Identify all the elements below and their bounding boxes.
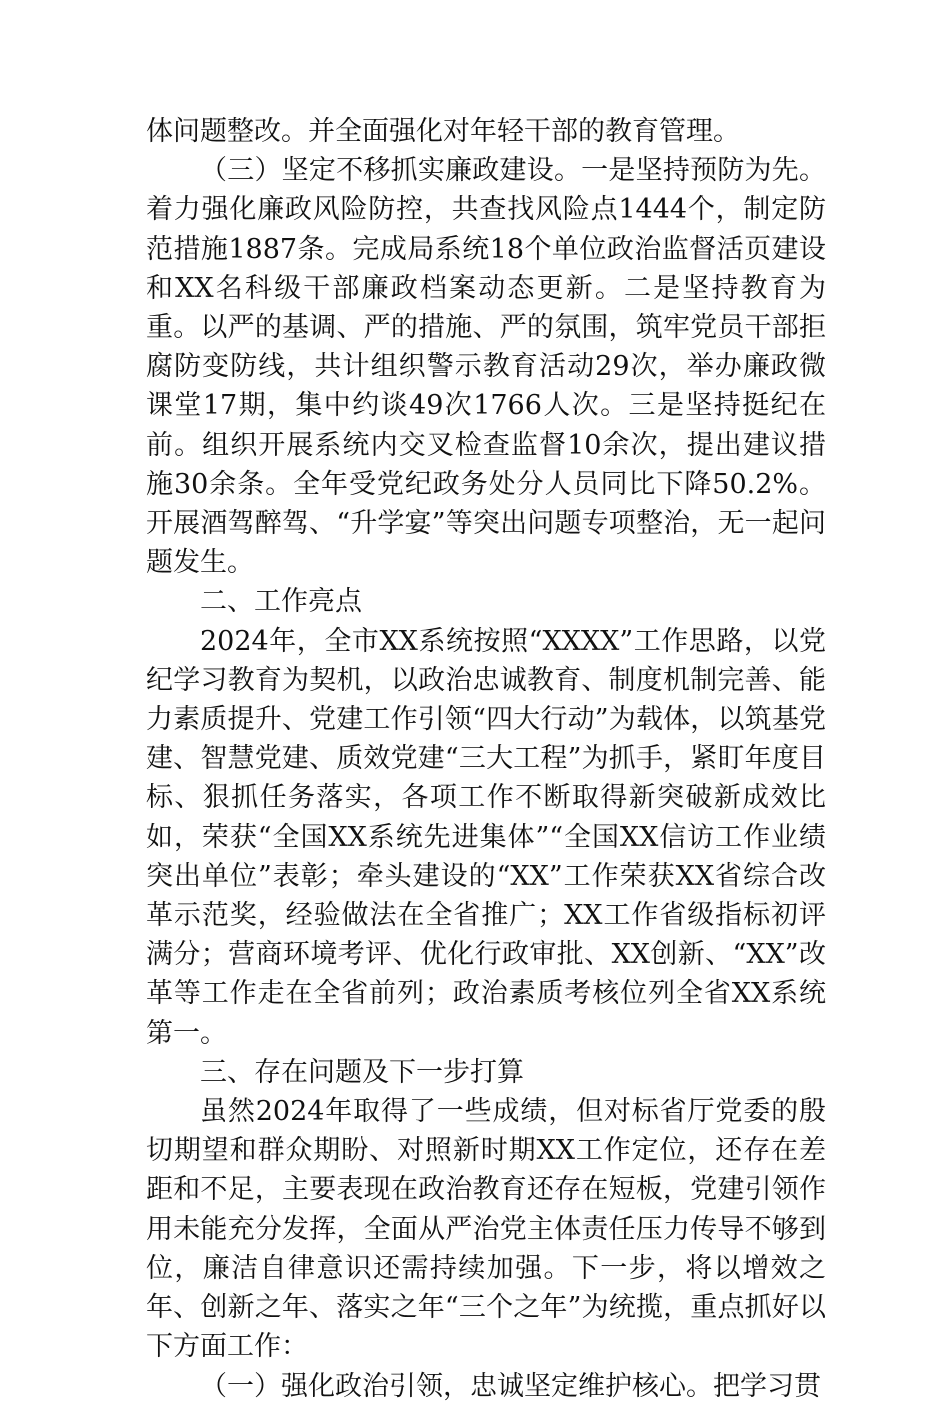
highlights-paragraph: 2024年，全市XX系统按照“XXXX”工作思路，以党纪学习教育为契机，以政治忠诚教育、制度机制完善、能力素质提升、党建工作引领“四大行动”为载体，以筑基党建、智慧党建、质效党建“三大工程”为抓手，紧盯年度目标、狠抓任务落实，各项工作不断取得新突破新成效比如，荣获“全国XX系统先进集体”“全国XX信访工作业绩突出单位”表彰；牵头建设的“XX”工作荣获XX省综合改革示范奖，经验做法在全省推广；XX工作省级指标初评满分；营商环境考评、优化行政审批、XX创新、“XX”改革等工作走在全省前列；政治素质考核位列全省XX系统第一。 bbox=[146, 625, 826, 1049]
problems-paragraph: 虽然2024年取得了一些成绩，但对标省厅党委的殷切期望和群众期盼、对照新时期XX工作定位，还存在差距和不足，主要表现在政治教育还存在短板，党建引领作用未能充分发挥，全面从严治党主体责任压力传导不够到位，廉洁自律意识还需持续加强。下一步，将以增效之年、创新之年、落实之年“三个之年”为统揽，重点抓好以下方面工作： bbox=[146, 1096, 826, 1363]
continuation-paragraph: 体问题整改。并全面强化对年轻干部的教育管理。 bbox=[146, 116, 740, 147]
section-three-paragraph: （三）坚定不移抓实廉政建设。一是坚持预防为先。着力强化廉政风险防控，共查找风险点1444个，制定防范措施1887条。完成局系统18个单位政治监督活页建设和XX名科级干部廉政档案动态更新。二是坚持教育为重。以严的基调、严的措施、严的氛围，筑牢党员干部拒腐防变防线，共计组织警示教育活动29次，举办廉政微课堂17期，集中约谈49次1766人次。三是坚持挺纪在前。组织开展系统内交叉检查监督10余次，提出建议措施30余条。全年受党纪政务处分人员同比下降50.2%。开展酒驾醉驾、“升学宴”等突出问题专项整治，无一起问题发生。 bbox=[146, 155, 826, 579]
heading-problems-next-steps: 三、存在问题及下一步打算 bbox=[200, 1056, 524, 1088]
document-body bbox=[146, 112, 826, 1406]
heading-work-highlights: 二、工作亮点 bbox=[200, 586, 362, 618]
subsection-one-paragraph: （一）强化政治引领，忠诚坚定维护核心。把学习贯 bbox=[200, 1370, 821, 1402]
